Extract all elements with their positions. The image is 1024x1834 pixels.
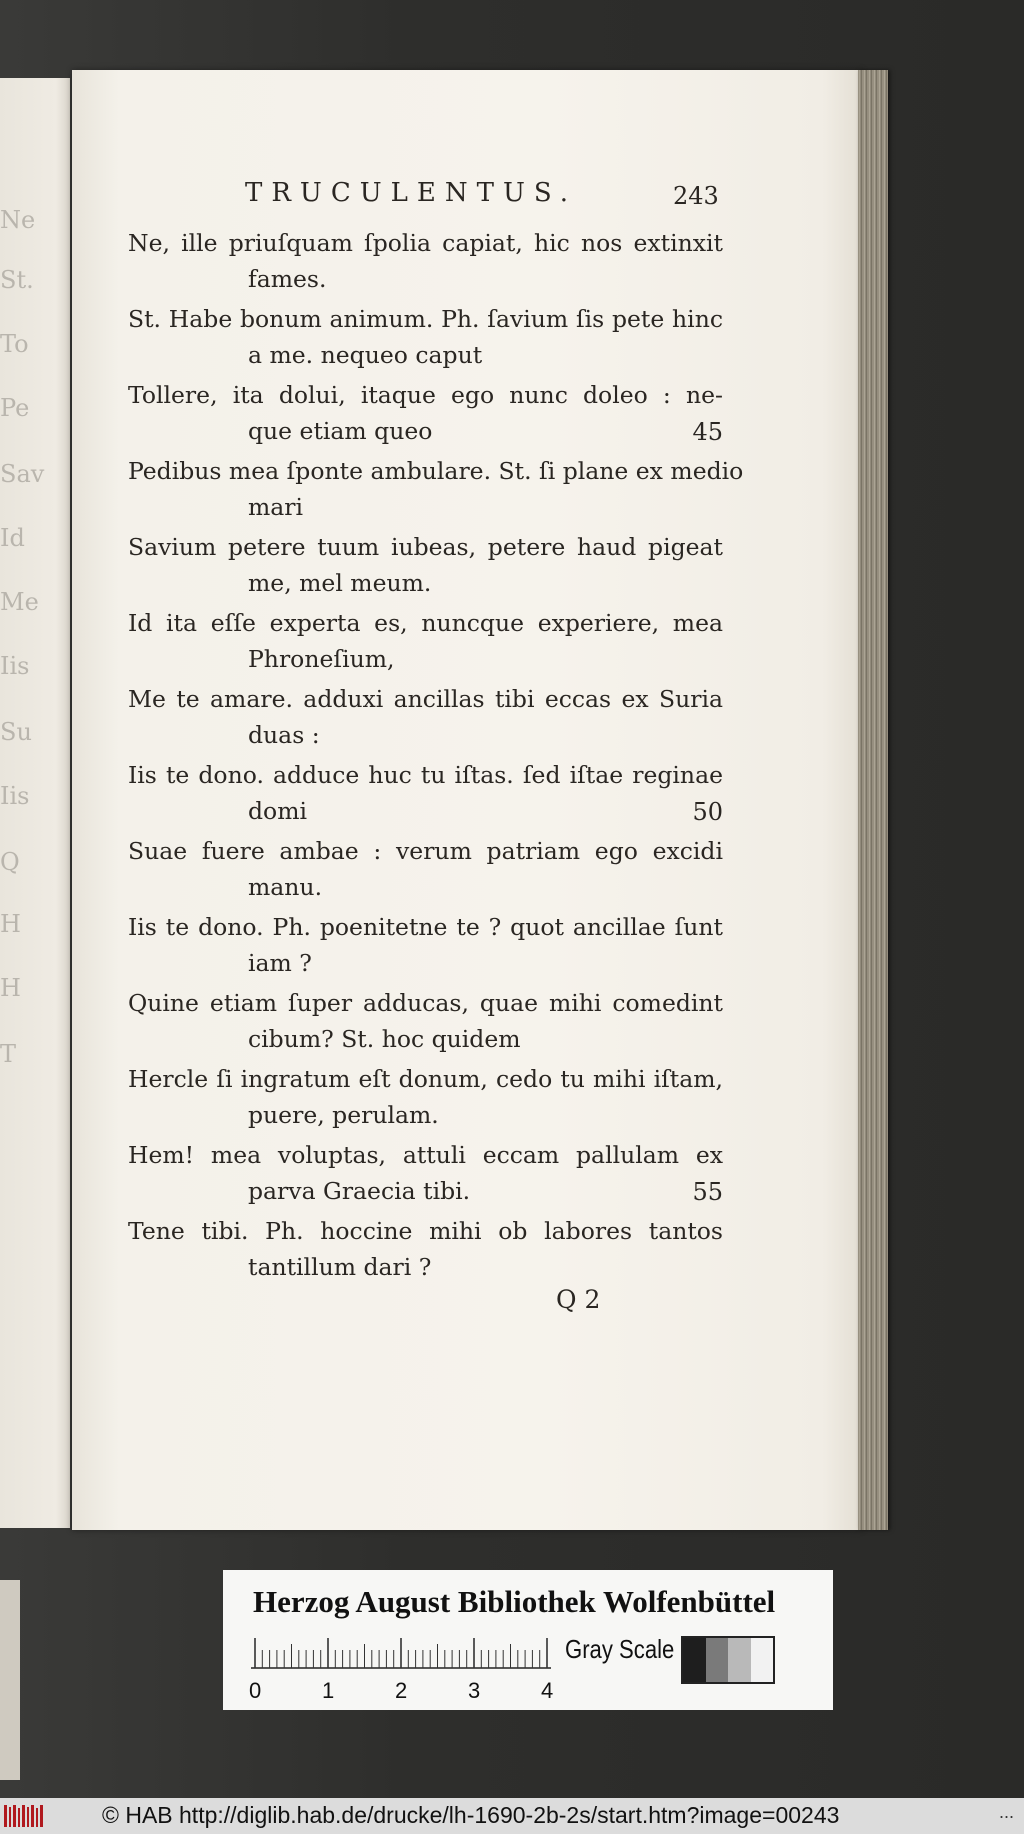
left-page-fragment: Pe [0, 394, 30, 422]
left-page-fragment: Sav [0, 460, 45, 488]
verse [128, 684, 723, 760]
left-facing-page [0, 78, 70, 1528]
left-page-fragment: To [0, 330, 29, 358]
verse-continuation: tantillum dari ? [248, 1253, 432, 1281]
left-page-strip [0, 1580, 20, 1780]
left-page-fragment: Iis [0, 652, 30, 680]
verse [128, 1064, 723, 1140]
more-icon[interactable]: ... [998, 1802, 1014, 1822]
verse-line: St. Habe bonum animum. Ph. ſavium ſis pete hinc [128, 305, 723, 333]
verse-continuation: puere, perulam. [248, 1101, 439, 1129]
verse [128, 608, 723, 684]
color-reference-card [223, 1570, 833, 1710]
copyright-url[interactable]: © HAB http://diglib.hab.de/drucke/lh-1690-2b-2s/start.htm?image=00243 [102, 1802, 840, 1828]
gray-scale-label: Gray Scale [565, 1634, 675, 1664]
verse-line: Pedibus mea ſponte ambulare. St. ſi plane ex medio [128, 457, 744, 485]
verse-line: Savium petere tuum iubeas, petere haud pigeat [128, 533, 723, 561]
verse-continuation: Phroneſium, [248, 645, 395, 673]
verse-line: Suae fuere ambae : verum patriam ego excidi [128, 837, 723, 865]
gray-swatch [706, 1638, 729, 1682]
left-page-fragment: Ne [0, 206, 36, 234]
verse-continuation: parva Graecia tibi. [248, 1177, 471, 1205]
verse-line: Ne, ille priuſquam ſpolia capiat, hic nos extinxit [128, 229, 723, 257]
verse-continuation: que etiam queo [248, 417, 433, 445]
left-page-fragment: St. [0, 266, 34, 294]
verse-line: Iis te dono. Ph. poenitetne te ? quot ancillae ſunt [128, 913, 723, 941]
hab-logo-icon [2, 1802, 48, 1830]
verse [128, 912, 723, 988]
verse-line: Hem! mea voluptas, attuli eccam pallulam ex [128, 1141, 723, 1169]
ruler-number: 2 [395, 1678, 408, 1703]
verse [128, 836, 723, 912]
verse [128, 228, 723, 304]
ruler-number: 3 [468, 1678, 481, 1703]
left-page-fragment: H [0, 910, 21, 938]
page-edge [858, 70, 888, 1530]
left-page-fragment: Me [0, 588, 39, 616]
verse-continuation: a me. nequeo caput [248, 341, 483, 369]
verse [128, 456, 744, 532]
verse-continuation: duas : [248, 721, 320, 749]
verse-continuation: cibum? St. hoc quidem [248, 1025, 521, 1053]
gray-swatch [751, 1638, 774, 1682]
verse-continuation: mari [248, 493, 304, 521]
ruler-number: 0 [249, 1678, 262, 1703]
gray-swatch [683, 1638, 706, 1682]
verse-line: Tollere, ita dolui, itaque ego nunc doleo : ne- [128, 381, 723, 409]
gray-scale-swatches [681, 1636, 775, 1684]
institution-name: Herzog August Bibliothek Wolfenbüttel [253, 1584, 776, 1619]
verse-line: Me te amare. adduxi ancillas tibi eccas ex Suria [128, 685, 723, 713]
running-head: TRUCULENTUS. [245, 178, 578, 208]
signature-mark: Q 2 [556, 1285, 601, 1314]
verse-line: Tene tibi. Ph. hoccine mihi ob labores tantos [128, 1217, 723, 1245]
verse-line: Iis te dono. adduce huc tu iſtas. ſed iſtae reginae [128, 761, 723, 789]
line-number: 45 [692, 418, 723, 446]
left-page-fragment: Id [0, 524, 25, 552]
ruler-number: 1 [322, 1678, 335, 1703]
footer-bar [0, 1798, 1024, 1834]
verse-continuation: domi [248, 797, 307, 825]
left-page-fragment: H [0, 974, 21, 1002]
verse-continuation: manu. [248, 873, 323, 901]
verse [128, 380, 723, 456]
verse-line: Quine etiam ſuper adducas, quae mihi comedint [128, 989, 723, 1017]
left-page-fragment: Q [0, 848, 20, 876]
verse-continuation: fames. [248, 265, 327, 293]
line-number: 55 [692, 1178, 723, 1206]
left-page-fragment: T [0, 1040, 17, 1068]
ruler-number: 4 [541, 1678, 554, 1703]
verse-line: Hercle ſi ingratum eſt donum, cedo tu mihi iſtam, [128, 1065, 723, 1093]
verse-text [128, 228, 744, 1292]
verse-line: Id ita eſſe experta es, nuncque experiere, mea [128, 609, 723, 637]
verse [128, 988, 723, 1064]
page-number: 243 [673, 182, 719, 210]
line-number: 50 [692, 798, 723, 826]
verse-continuation: me, mel meum. [248, 569, 432, 597]
verse [128, 1216, 723, 1292]
verse [128, 532, 723, 608]
left-page-fragment: Su [0, 718, 32, 746]
verse-continuation: iam ? [248, 949, 312, 977]
gray-swatch [728, 1638, 751, 1682]
verse [128, 304, 723, 380]
verse [128, 1140, 723, 1216]
left-page-fragment: Iis [0, 782, 30, 810]
verse [128, 760, 723, 836]
